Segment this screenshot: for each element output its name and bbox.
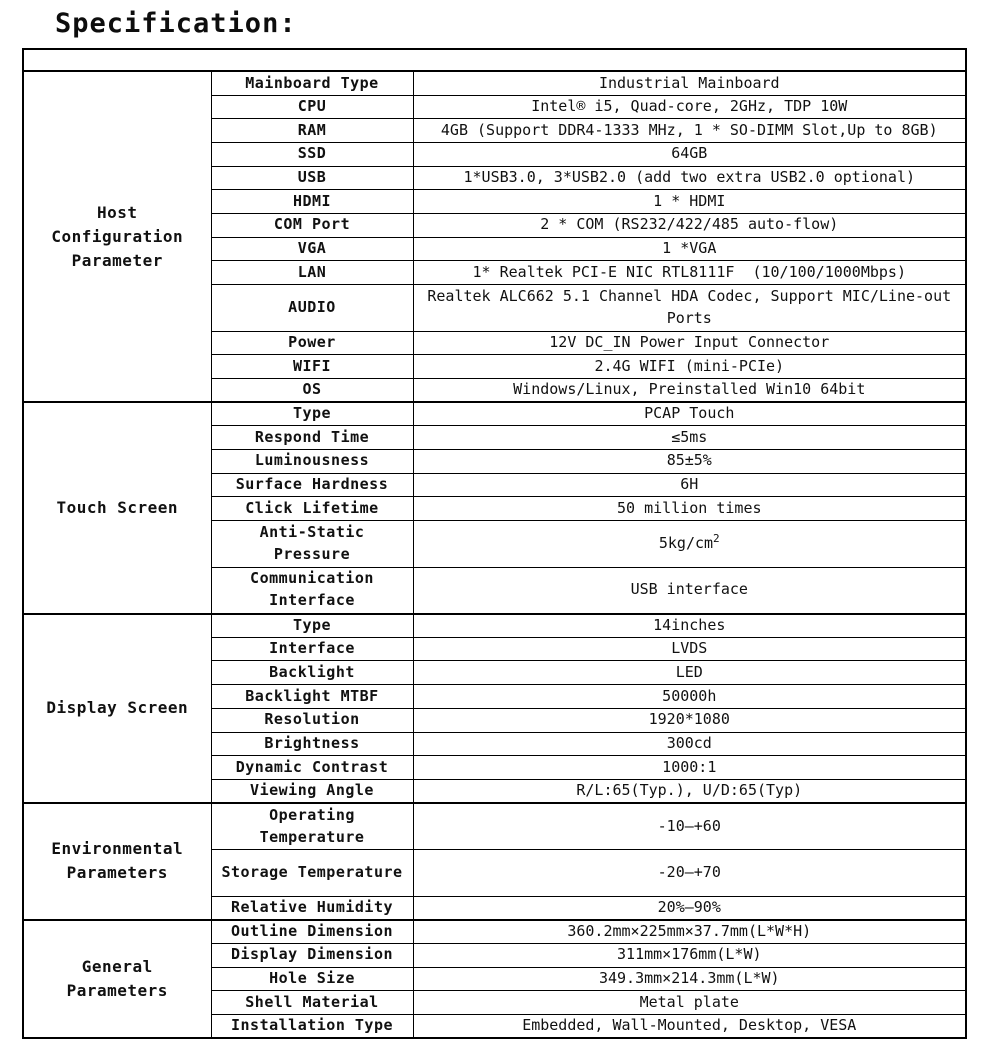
- spec-table-body: [23, 49, 966, 1038]
- value-audio: [413, 285, 966, 332]
- value-text: 1 *VGA: [662, 239, 717, 258]
- param-backlight: Backlight: [211, 661, 413, 685]
- value-text: 12V DC_IN Power Input Connector: [549, 333, 830, 352]
- value-text: Windows/Linux, Preinstalled Win10 64bit: [513, 380, 866, 399]
- param-mainboard-type: Mainboard Type: [211, 71, 413, 95]
- value-text: Realtek ALC662 5.1 Channel HDA Codec, Support MIC/Line-out Ports: [427, 287, 961, 327]
- value-text: -20—+70: [657, 862, 721, 881]
- value-operating-temperature: [413, 803, 966, 850]
- section-label-host-configuration-parameter: Host Configuration Parameter: [23, 71, 211, 402]
- value-cpu: [413, 95, 966, 119]
- value-text: 1920*1080: [648, 710, 730, 729]
- value-wifi: [413, 355, 966, 379]
- value-backlight: [413, 661, 966, 685]
- param-anti-static-pressure: Anti-Static Pressure: [211, 521, 413, 568]
- value-shell-material: [413, 991, 966, 1015]
- specification-table: [22, 48, 967, 1039]
- value-text: LVDS: [671, 639, 708, 658]
- value-text: LED: [675, 662, 703, 681]
- param-respond-time: Respond Time: [211, 426, 413, 450]
- param-ram: RAM: [211, 119, 413, 143]
- param-hdmi: HDMI: [211, 190, 413, 214]
- param-luminousness: Luminousness: [211, 450, 413, 474]
- value-text: 14inches: [653, 615, 726, 634]
- value-text: ≤5ms: [671, 427, 708, 446]
- value-display-dimension: [413, 943, 966, 967]
- value-text: 4GB (Support DDR4-1333 MHz, 1 * SO-DIMM Slot,Up to 8GB): [440, 120, 938, 139]
- value-text: 1* Realtek PCI-E NIC RTL8111F (10/100/1000Mbps): [472, 262, 906, 281]
- value-text: 1*USB3.0, 3*USB2.0 (add two extra USB2.0 optional): [463, 168, 916, 187]
- param-resolution: Resolution: [211, 708, 413, 732]
- param-installation-type: Installation Type: [211, 1015, 413, 1039]
- param-relative-humidity: Relative Humidity: [211, 896, 413, 920]
- table-row: [23, 614, 966, 638]
- value-text: PCAP Touch: [644, 404, 735, 423]
- value-text: 85±5%: [666, 451, 712, 470]
- value-superscript: 2: [713, 531, 720, 545]
- value-text: 311mm×176mm(L*W): [617, 945, 762, 964]
- param-com-port: COM Port: [211, 214, 413, 238]
- value-text: 20%—90%: [657, 897, 721, 916]
- param-communication-interface: Communication Interface: [211, 567, 413, 614]
- param-outline-dimension: Outline Dimension: [211, 920, 413, 944]
- value-text: Embedded, Wall-Mounted, Desktop, VESA: [522, 1016, 857, 1035]
- value-hole-size: [413, 967, 966, 991]
- table-empty-header-row: [23, 49, 966, 71]
- value-text: 50 million times: [617, 498, 762, 517]
- value-usb: [413, 166, 966, 190]
- param-click-lifetime: Click Lifetime: [211, 497, 413, 521]
- value-text: Metal plate: [639, 992, 739, 1011]
- param-backlight-mtbf: Backlight MTBF: [211, 685, 413, 709]
- value-brightness: [413, 732, 966, 756]
- value-backlight-mtbf: [413, 685, 966, 709]
- param-surface-hardness: Surface Hardness: [211, 473, 413, 497]
- param-os: OS: [211, 378, 413, 402]
- param-display-dimension: Display Dimension: [211, 943, 413, 967]
- value-communication-interface: [413, 567, 966, 614]
- section-label-general-parameters: General Parameters: [23, 920, 211, 1038]
- value-com-port: [413, 214, 966, 238]
- param-hole-size: Hole Size: [211, 967, 413, 991]
- param-usb: USB: [211, 166, 413, 190]
- value-type: [413, 402, 966, 426]
- value-resolution: [413, 708, 966, 732]
- page-title: Specification:: [55, 8, 297, 39]
- value-text: -10—+60: [657, 816, 721, 835]
- param-audio: AUDIO: [211, 285, 413, 332]
- value-text: 5kg/cm: [658, 533, 714, 552]
- section-label-environmental-parameters: Environmental Parameters: [23, 803, 211, 920]
- value-lan: [413, 261, 966, 285]
- value-os: [413, 378, 966, 402]
- value-text: 360.2mm×225mm×37.7mm(L*W*H): [567, 921, 812, 940]
- param-viewing-angle: Viewing Angle: [211, 779, 413, 803]
- value-text: USB interface: [630, 580, 748, 599]
- param-operating-temperature: Operating Temperature: [211, 803, 413, 850]
- value-outline-dimension: [413, 920, 966, 944]
- table-row: [23, 402, 966, 426]
- param-wifi: WIFI: [211, 355, 413, 379]
- value-relative-humidity: [413, 896, 966, 920]
- value-text: 50000h: [662, 686, 717, 705]
- value-text: 2.4G WIFI (mini-PCIe): [594, 356, 785, 375]
- value-text: 2 * COM (RS232/422/485 auto-flow): [540, 215, 839, 234]
- section-label-display-screen: Display Screen: [23, 614, 211, 804]
- value-text: 349.3mm×214.3mm(L*W): [598, 969, 780, 988]
- param-storage-temperature: Storage Temperature: [211, 850, 413, 897]
- value-luminousness: [413, 450, 966, 474]
- table-row: [23, 803, 966, 850]
- param-cpu: CPU: [211, 95, 413, 119]
- value-mainboard-type: [413, 71, 966, 95]
- value-surface-hardness: [413, 473, 966, 497]
- value-text: Industrial Mainboard: [598, 73, 780, 92]
- value-interface: [413, 637, 966, 661]
- value-text: 64GB: [671, 144, 708, 163]
- value-anti-static-pressure: [413, 521, 966, 568]
- value-text: R/L:65(Typ.), U/D:65(Typ): [576, 781, 803, 800]
- param-power: Power: [211, 331, 413, 355]
- value-type: [413, 614, 966, 638]
- value-text: 300cd: [666, 733, 712, 752]
- value-click-lifetime: [413, 497, 966, 521]
- value-text: 6H: [680, 475, 699, 494]
- value-vga: [413, 237, 966, 261]
- param-brightness: Brightness: [211, 732, 413, 756]
- param-shell-material: Shell Material: [211, 991, 413, 1015]
- param-vga: VGA: [211, 237, 413, 261]
- value-hdmi: [413, 190, 966, 214]
- value-ssd: [413, 142, 966, 166]
- param-type: Type: [211, 402, 413, 426]
- param-lan: LAN: [211, 261, 413, 285]
- value-installation-type: [413, 1015, 966, 1039]
- value-text: Intel® i5, Quad-core, 2GHz, TDP 10W: [531, 97, 848, 116]
- param-ssd: SSD: [211, 142, 413, 166]
- value-power: [413, 331, 966, 355]
- value-text: 1 * HDMI: [653, 191, 726, 210]
- value-storage-temperature: [413, 850, 966, 897]
- value-viewing-angle: [413, 779, 966, 803]
- param-dynamic-contrast: Dynamic Contrast: [211, 756, 413, 780]
- section-label-touch-screen: Touch Screen: [23, 402, 211, 613]
- param-type: Type: [211, 614, 413, 638]
- param-interface: Interface: [211, 637, 413, 661]
- table-row: [23, 920, 966, 944]
- value-text: 1000:1: [662, 757, 717, 776]
- value-ram: [413, 119, 966, 143]
- value-respond-time: [413, 426, 966, 450]
- value-dynamic-contrast: [413, 756, 966, 780]
- table-row: [23, 71, 966, 95]
